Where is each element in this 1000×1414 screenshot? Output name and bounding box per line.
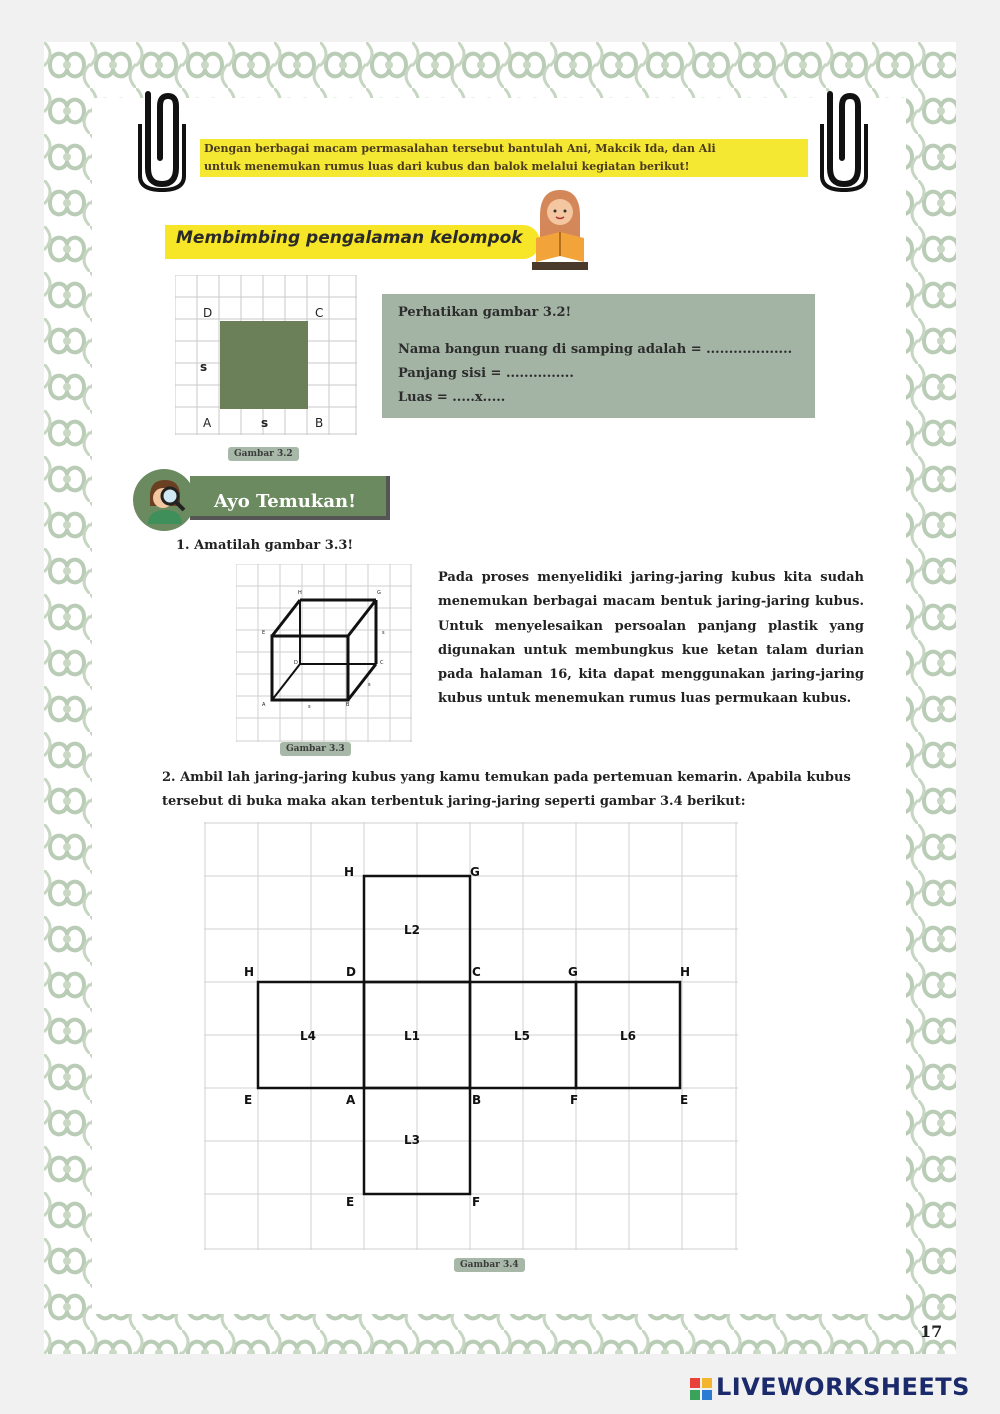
fig33-label-h: H <box>298 590 302 596</box>
info-line-2: Nama bangun ruang di samping adalah = ................... <box>398 342 793 357</box>
fig34-caption: Gambar 3.4 <box>454 1258 525 1272</box>
info-line-4: Luas = .....x..... <box>398 390 506 405</box>
fig33-caption: Gambar 3.3 <box>280 742 351 756</box>
net-label-h-top: H <box>344 865 355 879</box>
net-label-f-mid: F <box>570 1093 579 1107</box>
fig33-label-f: F <box>350 630 353 636</box>
fig32-caption: Gambar 3.2 <box>228 447 299 461</box>
net-label-h-right: H <box>680 965 691 979</box>
net-face-label-l2: L2 <box>404 923 420 937</box>
net-label-e-left: E <box>244 1093 253 1107</box>
fig33-label-b: B <box>346 702 350 708</box>
fig33-label-a: A <box>262 702 266 708</box>
section-title: Membimbing pengalaman kelompok <box>176 228 523 248</box>
fig32-label-a: A <box>203 416 212 430</box>
net-label-g-mid: G <box>568 965 578 979</box>
figure-3-2-square <box>175 275 357 435</box>
intro-line-2: untuk menemukan rumus luas dari kubus dan balok melalui kegiatan berikut! <box>204 160 690 173</box>
fig32-label-s-left: s <box>200 360 208 374</box>
net-label-e-right: E <box>680 1093 689 1107</box>
info-box <box>382 294 815 418</box>
liveworksheets-logo-icon <box>690 1378 712 1400</box>
paperclip-icon-right <box>818 84 870 192</box>
magnifier-student-icon <box>140 476 190 526</box>
ayo-title: Ayo Temukan! <box>214 491 357 512</box>
reading-girl-icon <box>528 182 592 272</box>
fig32-label-b: B <box>315 416 324 430</box>
net-face-label-l5: L5 <box>514 1029 530 1043</box>
net-label-d-mid: D <box>346 965 356 979</box>
paperclip-icon-left <box>136 84 188 192</box>
net-label-g-top: G <box>470 865 480 879</box>
question-1-label: 1. Amatilah gambar 3.3! <box>176 538 354 553</box>
info-line-3: Panjang sisi = ............... <box>398 366 574 381</box>
question-1-paragraph: Pada proses menyelidiki jaring-jaring kubus kita sudah menemukan berbagai macam bentuk jaring-jaring kubus. Untuk menyelesaikan persoalan panjang plastik yang digunakan untuk membungkus kue ketan talam durian pada halaman 16, kita dapat menggunakan jaring-jaring kubus untuk menemukan rumus luas permukaan kubus. <box>438 570 864 707</box>
net-face-label-l4: L4 <box>300 1029 316 1043</box>
intro-text <box>200 139 808 177</box>
net-label-f-bottom: F <box>472 1195 481 1209</box>
fig32-label-c: C <box>315 306 324 320</box>
fig33-label-s3: s <box>382 630 385 636</box>
page-number: 17 <box>920 1322 943 1341</box>
intro-line-1: Dengan berbagai macam permasalahan tersebut bantulah Ani, Makcik Ida, dan Ali <box>204 142 716 155</box>
net-face-label-l6: L6 <box>620 1029 636 1043</box>
fig33-label-s2: s <box>368 682 371 688</box>
liveworksheets-watermark[interactable]: LIVEWORKSHEETS <box>716 1373 970 1401</box>
fig33-label-s1: s <box>308 704 311 710</box>
fig33-label-g: G <box>377 590 381 596</box>
net-label-c-mid: C <box>472 965 481 979</box>
net-label-b-mid: B <box>472 1093 482 1107</box>
net-face-label-l3: L3 <box>404 1133 420 1147</box>
figure-3-4-cube-net <box>204 822 738 1250</box>
fig33-label-e: E <box>262 630 266 636</box>
net-label-e-bottom: E <box>346 1195 355 1209</box>
net-face-label-l1: L1 <box>404 1029 420 1043</box>
fig33-label-d: D <box>294 660 298 666</box>
net-label-h-left: H <box>244 965 255 979</box>
fig32-label-s-bottom: s <box>261 416 269 430</box>
net-label-a-mid: A <box>346 1093 356 1107</box>
fig32-label-d: D <box>203 306 213 320</box>
info-line-1: Perhatikan gambar 3.2! <box>398 305 572 320</box>
figure-3-3-cube <box>236 564 412 742</box>
question-2-text: 2. Ambil lah jaring-jaring kubus yang kamu temukan pada pertemuan kemarin. Apabila kubus tersebut di buka maka akan terbentuk jaring-jaring seperti gambar 3.4 berikut: <box>162 770 851 809</box>
fig33-label-c: C <box>380 660 384 666</box>
